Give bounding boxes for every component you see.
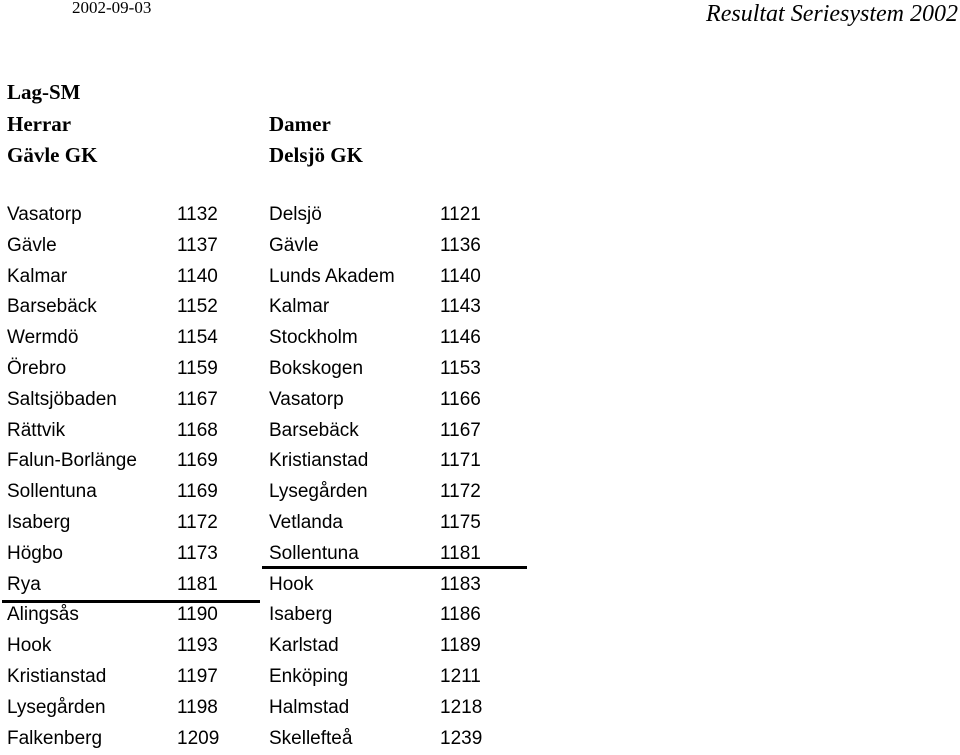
table-row (0, 354, 540, 385)
herrar-score-cell: 1172 (177, 511, 218, 533)
herrar-score-cell: 1159 (177, 357, 218, 379)
table-row (0, 693, 540, 724)
herrar-team-cell: Barsebäck (7, 296, 97, 318)
damer-score-cell: 1166 (440, 388, 481, 410)
damer-score-cell: 1239 (440, 727, 483, 749)
table-row (0, 570, 540, 601)
table-row (0, 200, 540, 231)
damer-team-cell: Gävle (269, 234, 319, 256)
page-title: Resultat Seriesystem 2002 (706, 1, 958, 27)
table-row (0, 477, 540, 508)
damer-team-cell: Vetlanda (269, 511, 343, 533)
table-row (0, 662, 540, 693)
damer-label: Damer (269, 112, 331, 136)
damer-score-cell: 1189 (440, 635, 481, 657)
herrar-label: Herrar (7, 112, 72, 136)
herrar-score-cell: 1209 (177, 727, 220, 749)
herrar-score-cell: 1173 (177, 542, 218, 564)
herrar-score-cell: 1132 (177, 204, 218, 225)
herrar-team-cell: Wermdö (7, 327, 79, 349)
herrar-team-cell: Falun-Borlänge (7, 450, 137, 472)
herrar-score-cell: 1137 (177, 234, 218, 256)
herrar-score-cell: 1193 (177, 635, 218, 657)
herrar-team-cell: Isaberg (7, 511, 71, 533)
damer-team-cell: Hook (269, 573, 314, 595)
herrar-team-cell: Örebro (7, 357, 67, 379)
herrar-team-cell: Vasatorp (7, 204, 82, 225)
table-row (0, 724, 540, 755)
damer-team-cell: Karlstad (269, 635, 339, 657)
damer-score-cell: 1146 (440, 327, 481, 349)
damer-score-cell: 1181 (440, 542, 481, 564)
table-row (0, 416, 540, 447)
damer-team-cell: Halmstad (269, 696, 350, 718)
herrar-team-cell: Högbo (7, 542, 63, 564)
damer-team-cell: Barsebäck (269, 419, 359, 441)
damer-score-cell: 1171 (440, 450, 481, 472)
herrar-score-cell: 1198 (177, 696, 218, 718)
herrar-score-cell: 1140 (177, 265, 218, 287)
damer-team-cell: Kalmar (269, 296, 330, 318)
results-table (0, 200, 540, 754)
damer-score-cell: 1172 (440, 481, 481, 503)
table-row (0, 385, 540, 416)
damer-team-cell: Skellefteå (269, 727, 353, 749)
damer-score-cell: 1218 (440, 696, 483, 718)
damer-team-cell: Isaberg (269, 604, 333, 626)
herrar-team-cell: Saltsjöbaden (7, 388, 117, 410)
table-row (0, 539, 540, 570)
damer-score-cell: 1140 (440, 265, 481, 287)
damer-score-cell: 1153 (440, 357, 481, 379)
herrar-cutoff-line (2, 600, 260, 603)
table-row (0, 631, 540, 662)
damer-team-cell: Vasatorp (269, 388, 344, 410)
page-date: 2002-09-03 (72, 0, 152, 17)
herrar-score-cell: 1152 (177, 296, 218, 318)
herrar-score-cell: 1169 (177, 481, 218, 503)
damer-team-cell: Lunds Akadem (269, 265, 395, 287)
table-row (0, 600, 540, 631)
herrar-score-cell: 1168 (177, 419, 218, 441)
damer-team-cell: Stockholm (269, 327, 358, 349)
damer-score-cell: 1186 (440, 604, 481, 626)
damer-score-cell: 1167 (440, 419, 481, 441)
damer-team-cell: Kristianstad (269, 450, 369, 472)
damer-cutoff-line (262, 566, 527, 569)
herrar-team-cell: Gävle (7, 234, 57, 256)
damer-score-cell: 1211 (440, 665, 481, 687)
herrar-score-cell: 1181 (177, 573, 218, 595)
table-row (0, 231, 540, 262)
herrar-score-cell: 1190 (177, 604, 218, 626)
section-title: Lag-SM (7, 80, 81, 104)
damer-team-cell: Delsjö (269, 204, 322, 225)
table-row (0, 292, 540, 323)
herrar-score-cell: 1169 (177, 450, 218, 472)
herrar-team-cell: Falkenberg (7, 727, 103, 749)
herrar-score-cell: 1154 (177, 327, 218, 349)
herrar-score-cell: 1167 (177, 388, 218, 410)
damer-score-cell: 1175 (440, 511, 481, 533)
herrar-team-cell: Alingsås (7, 604, 79, 626)
damer-score-cell: 1183 (440, 573, 481, 595)
damer-score-cell: 1121 (440, 204, 481, 225)
herrar-team-cell: Lysegården (7, 696, 106, 718)
herrar-team-cell: Kalmar (7, 265, 68, 287)
damer-score-cell: 1136 (440, 234, 481, 256)
herrar-team-cell: Rättvik (7, 419, 66, 441)
damer-team-cell: Lysegården (269, 481, 368, 503)
table-row (0, 446, 540, 477)
herrar-score-cell: 1197 (177, 665, 218, 687)
table-row (0, 508, 540, 539)
damer-team-cell: Enköping (269, 665, 349, 687)
damer-team-cell: Bokskogen (269, 357, 364, 379)
herrar-team-cell: Kristianstad (7, 665, 107, 687)
damer-host: Delsjö GK (269, 143, 363, 167)
herrar-team-cell: Hook (7, 635, 52, 657)
damer-team-cell: Sollentuna (269, 542, 359, 564)
herrar-host: Gävle GK (7, 143, 98, 167)
damer-score-cell: 1143 (440, 296, 481, 318)
table-row (0, 323, 540, 354)
herrar-team-cell: Sollentuna (7, 481, 97, 503)
table-row (0, 262, 540, 293)
herrar-team-cell: Rya (7, 573, 41, 595)
